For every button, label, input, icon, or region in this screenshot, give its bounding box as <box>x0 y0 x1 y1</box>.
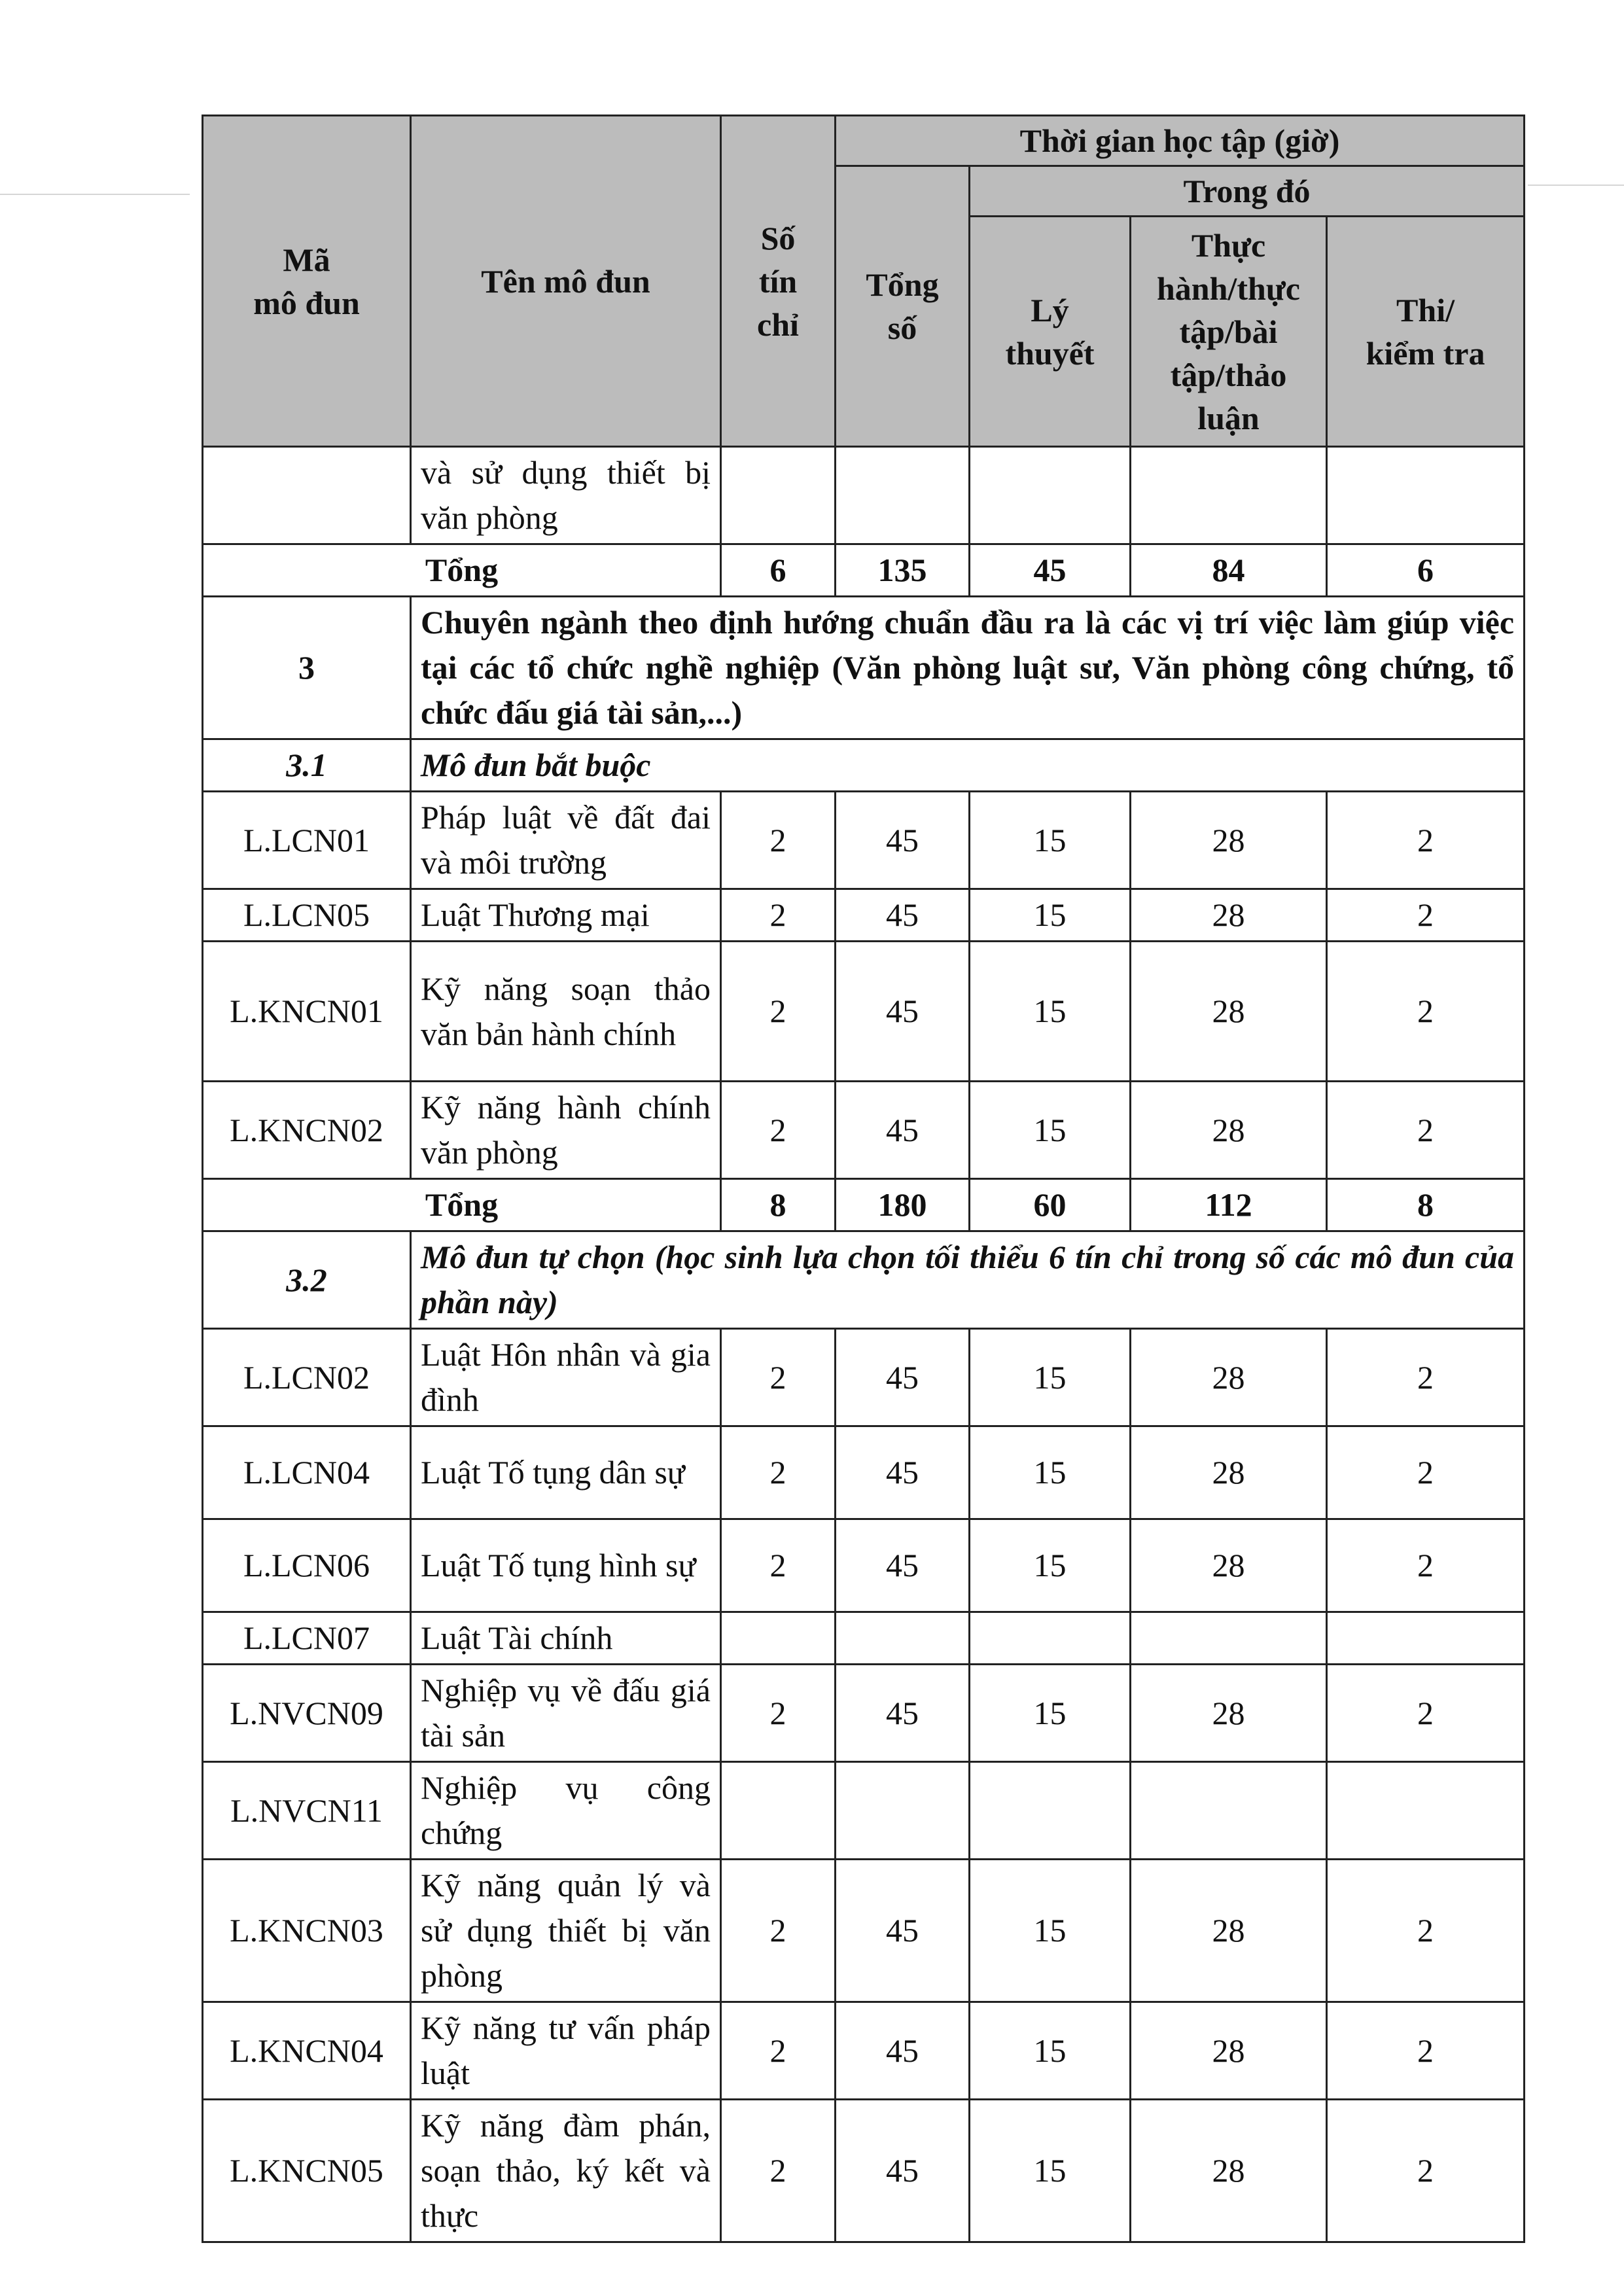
module-code: L.LCN01 <box>203 792 411 889</box>
module-total-hours: 45 <box>836 1082 970 1179</box>
module-practice-hours: 28 <box>1131 1329 1327 1426</box>
module-exam-hours <box>1327 1612 1525 1665</box>
table-row <box>203 2100 1525 2242</box>
module-exam-hours: 2 <box>1327 792 1525 889</box>
total-row <box>203 1179 1525 1231</box>
module-name: Kỹ năng hành chính văn phòng <box>411 1082 721 1179</box>
section-row <box>203 1231 1525 1329</box>
section-title: Mô đun tự chọn (học sinh lựa chọn tối thiểu 6 tín chỉ trong số các mô đun của phần này) <box>411 1231 1525 1329</box>
module-name: Luật Tố tụng hình sự <box>411 1519 721 1612</box>
module-total-hours: 45 <box>836 792 970 889</box>
module-theory-hours: 15 <box>970 1426 1131 1519</box>
module-code: L.LCN04 <box>203 1426 411 1519</box>
scan-artifact <box>1528 185 1624 186</box>
module-code: L.KNCN01 <box>203 942 411 1082</box>
header-exam: Thi/ kiểm tra <box>1327 217 1525 447</box>
total-practice: 112 <box>1131 1179 1327 1231</box>
module-practice-hours: 28 <box>1131 942 1327 1082</box>
module-practice-hours: 28 <box>1131 2100 1327 2242</box>
section-number: 3.1 <box>203 739 411 792</box>
table-row <box>203 1860 1525 2002</box>
module-name: Luật Tài chính <box>411 1612 721 1665</box>
module-credits: 2 <box>721 889 836 942</box>
module-exam-hours: 2 <box>1327 1426 1525 1519</box>
total-theory: 60 <box>970 1179 1131 1231</box>
table-row <box>203 1329 1525 1426</box>
table-row <box>203 1082 1525 1179</box>
module-credits: 2 <box>721 2100 836 2242</box>
header-code: Mã mô đun <box>203 116 411 447</box>
module-code: L.KNCN03 <box>203 1860 411 2002</box>
module-credits: 2 <box>721 1329 836 1426</box>
header-theory: Lý thuyết <box>970 217 1131 447</box>
curriculum-table <box>202 115 1525 2243</box>
module-credits: 2 <box>721 792 836 889</box>
module-name: Luật Hôn nhân và gia đình <box>411 1329 721 1426</box>
module-total-hours: 45 <box>836 2100 970 2242</box>
module-practice-hours <box>1131 1762 1327 1860</box>
module-name: Luật Thương mại <box>411 889 721 942</box>
module-theory-hours: 15 <box>970 1860 1131 2002</box>
total-hours: 135 <box>836 544 970 597</box>
table-row <box>203 1762 1525 1860</box>
section-title: Chuyên ngành theo định hướng chuẩn đầu ra là các vị trí việc làm giúp việc tại các tổ chức nghề nghiệp (Văn phòng luật sư, Văn phòng công chứng, tổ chức đấu giá tài sản,...) <box>411 597 1525 739</box>
module-total-hours: 45 <box>836 889 970 942</box>
module-total-hours: 45 <box>836 1665 970 1762</box>
module-practice-hours: 28 <box>1131 1082 1327 1179</box>
table-row <box>203 792 1525 889</box>
module-code: L.LCN02 <box>203 1329 411 1426</box>
module-credits: 2 <box>721 942 836 1082</box>
module-exam-hours: 2 <box>1327 1519 1525 1612</box>
section-row <box>203 597 1525 739</box>
module-code: L.KNCN02 <box>203 1082 411 1179</box>
module-code: L.KNCN04 <box>203 2002 411 2100</box>
total-credits: 8 <box>721 1179 836 1231</box>
module-total-hours: 45 <box>836 1426 970 1519</box>
module-theory-hours: 15 <box>970 1082 1131 1179</box>
module-theory-hours: 15 <box>970 889 1131 942</box>
module-theory-hours: 15 <box>970 1519 1131 1612</box>
header-name: Tên mô đun <box>411 116 721 447</box>
module-total-hours: 45 <box>836 1329 970 1426</box>
module-credits: 2 <box>721 1665 836 1762</box>
module-exam-hours: 2 <box>1327 1665 1525 1762</box>
module-name: Kỹ năng đàm phán, soạn thảo, ký kết và thực <box>411 2100 721 2242</box>
total-label: Tổng <box>203 544 721 597</box>
module-exam-hours: 2 <box>1327 1860 1525 2002</box>
header-credits: Số tín chỉ <box>721 116 836 447</box>
module-credits: 2 <box>721 2002 836 2100</box>
module-theory-hours: 15 <box>970 1665 1131 1762</box>
module-name: Kỹ năng soạn thảo văn bản hành chính <box>411 942 721 1082</box>
module-theory-hours: 15 <box>970 1329 1131 1426</box>
table-row <box>203 1426 1525 1519</box>
module-total-hours <box>836 1762 970 1860</box>
section-number: 3 <box>203 597 411 739</box>
module-name: Kỹ năng quản lý và sử dụng thiết bị văn phòng <box>411 1860 721 2002</box>
module-code: L.KNCN05 <box>203 2100 411 2242</box>
module-theory-hours <box>970 1612 1131 1665</box>
table-row <box>203 2002 1525 2100</box>
module-exam-hours: 2 <box>1327 2100 1525 2242</box>
module-code: L.LCN07 <box>203 1612 411 1665</box>
module-credits: 2 <box>721 1860 836 2002</box>
header-of-which: Trong đó <box>970 166 1525 217</box>
scan-artifact <box>0 194 190 195</box>
module-theory-hours: 15 <box>970 2100 1131 2242</box>
module-theory-hours: 15 <box>970 2002 1131 2100</box>
module-credits: 2 <box>721 1519 836 1612</box>
module-name: Luật Tố tụng dân sự <box>411 1426 721 1519</box>
module-code: L.LCN06 <box>203 1519 411 1612</box>
total-theory: 45 <box>970 544 1131 597</box>
module-exam-hours: 2 <box>1327 942 1525 1082</box>
header-time-group: Thời gian học tập (giờ) <box>836 116 1525 166</box>
total-exam: 6 <box>1327 544 1525 597</box>
module-theory-hours: 15 <box>970 792 1131 889</box>
module-credits <box>721 1612 836 1665</box>
module-name: Nghiệp vụ công chứng <box>411 1762 721 1860</box>
table-row <box>203 1519 1525 1612</box>
module-practice-hours <box>1131 1612 1327 1665</box>
module-total-hours: 45 <box>836 2002 970 2100</box>
module-name: Nghiệp vụ về đấu giá tài sản <box>411 1665 721 1762</box>
module-exam-hours: 2 <box>1327 1082 1525 1179</box>
header-practice: Thực hành/thực tập/bài tập/thảo luận <box>1131 217 1327 447</box>
module-name: Pháp luật về đất đai và môi trường <box>411 792 721 889</box>
module-practice-hours: 28 <box>1131 1860 1327 2002</box>
total-practice: 84 <box>1131 544 1327 597</box>
module-code: L.LCN05 <box>203 889 411 942</box>
table-row <box>203 942 1525 1082</box>
module-credits <box>721 1762 836 1860</box>
module-theory-hours <box>970 1762 1131 1860</box>
module-total-hours: 45 <box>836 1860 970 2002</box>
section-row <box>203 739 1525 792</box>
module-total-hours: 45 <box>836 942 970 1082</box>
module-credits: 2 <box>721 1082 836 1179</box>
module-exam-hours: 2 <box>1327 2002 1525 2100</box>
table-row <box>203 1612 1525 1665</box>
header-total: Tổng số <box>836 166 970 447</box>
module-exam-hours: 2 <box>1327 889 1525 942</box>
module-exam-hours: 2 <box>1327 1329 1525 1426</box>
section-title: Mô đun bắt buộc <box>411 739 1525 792</box>
total-exam: 8 <box>1327 1179 1525 1231</box>
table-row <box>203 889 1525 942</box>
module-name: và sử dụng thiết bị văn phòng <box>411 447 721 544</box>
module-code: L.NVCN11 <box>203 1762 411 1860</box>
table-row <box>203 1665 1525 1762</box>
module-exam-hours <box>1327 1762 1525 1860</box>
table-row <box>203 447 1525 544</box>
total-label: Tổng <box>203 1179 721 1231</box>
module-total-hours: 45 <box>836 1519 970 1612</box>
total-credits: 6 <box>721 544 836 597</box>
module-practice-hours: 28 <box>1131 1426 1327 1519</box>
total-hours: 180 <box>836 1179 970 1231</box>
module-practice-hours: 28 <box>1131 2002 1327 2100</box>
module-total-hours <box>836 1612 970 1665</box>
module-credits: 2 <box>721 1426 836 1519</box>
module-name: Kỹ năng tư vấn pháp luật <box>411 2002 721 2100</box>
module-code: L.NVCN09 <box>203 1665 411 1762</box>
module-theory-hours: 15 <box>970 942 1131 1082</box>
module-practice-hours: 28 <box>1131 1665 1327 1762</box>
module-practice-hours: 28 <box>1131 889 1327 942</box>
section-number: 3.2 <box>203 1231 411 1329</box>
total-row <box>203 544 1525 597</box>
module-practice-hours: 28 <box>1131 792 1327 889</box>
module-practice-hours: 28 <box>1131 1519 1327 1612</box>
